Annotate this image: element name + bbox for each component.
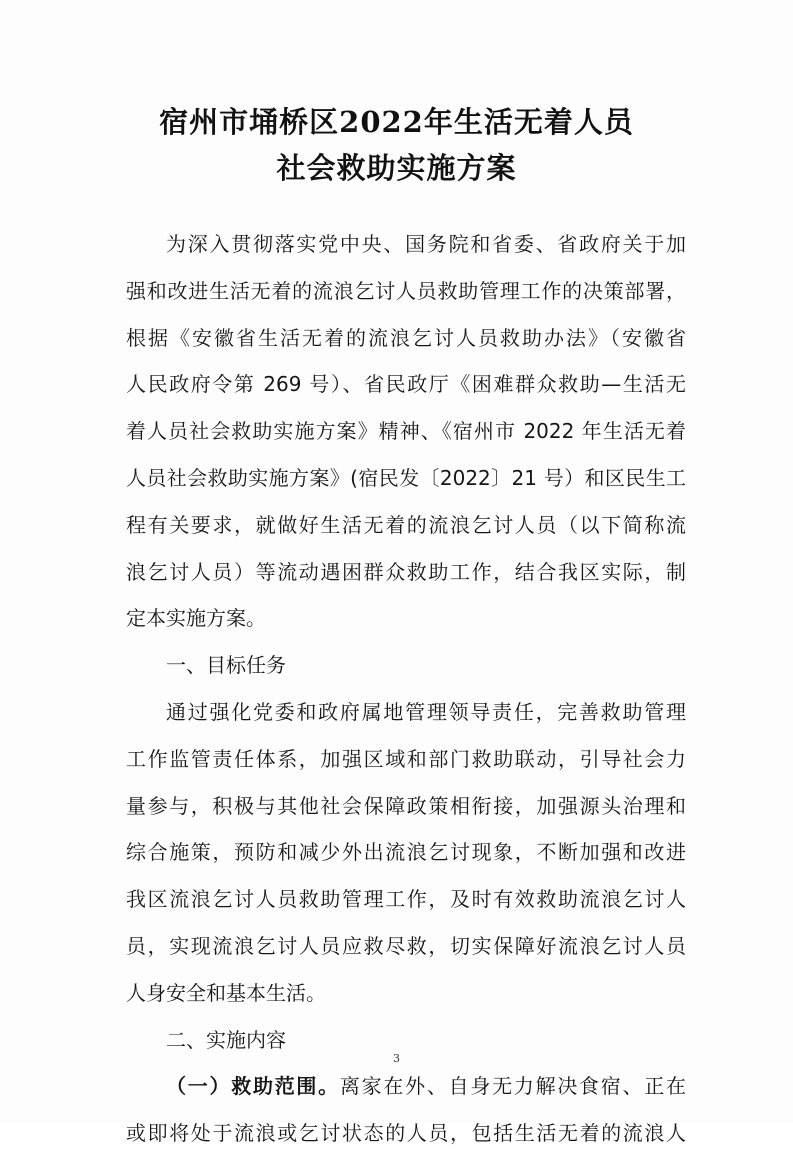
- goals-line: 综合施策，预防和减少外出流浪乞讨现象，不断加强和改进: [126, 840, 686, 865]
- subsection-scope-line: [126, 1063, 686, 1110]
- page-number: 3: [393, 1052, 400, 1065]
- intro-line: 程有关要求，就做好生活无着的流浪乞讨人员（以下简称流: [126, 512, 686, 537]
- document-body: [126, 221, 686, 1157]
- section-heading-goals: 一、目标任务: [166, 653, 286, 678]
- goals-line: 员，实现流浪乞讨人员应救尽救，切实保障好流浪乞讨人员: [126, 933, 686, 958]
- intro-line: 着人员社会救助实施方案》精神、《宿州市 2022 年生活无着: [126, 419, 686, 444]
- intro-line: 浪乞讨人员）等流动遇困群众救助工作，结合我区实际，制: [126, 559, 686, 584]
- goals-line: 通过强化党委和政府属地管理领导责任，完善救助管理: [166, 699, 686, 724]
- intro-line: 为深入贯彻落实党中央、国务院和省委、省政府关于加: [166, 232, 686, 256]
- intro-line: 定本实施方案。: [126, 606, 266, 631]
- section-heading-content: 二、实施内容: [166, 1027, 286, 1052]
- intro-line: 人员社会救助实施方案》(宿民发〔2022〕21 号）和区民生工: [126, 465, 686, 490]
- goals-line: 我区流浪乞讨人员救助管理工作，及时有效救助流浪乞讨人: [126, 887, 686, 912]
- subsection-scope-label: （一）救助范围。: [166, 1074, 340, 1099]
- intro-line: 根据《安徽省生活无着的流浪乞讨人员救助办法》（安徽省: [126, 325, 686, 350]
- goals-line: 人身安全和基本生活。: [126, 980, 326, 1005]
- goals-line: 工作监管责任体系，加强区域和部门救助联动，引导社会力: [126, 746, 686, 771]
- document-title-line-2: 社会救助实施方案: [276, 151, 517, 185]
- subsection-scope-text: 离家在外、自身无力解决食宿、正在: [339, 1074, 687, 1099]
- intro-line: 强和改进生活无着的流浪乞讨人员救助管理工作的决策部署，: [126, 278, 686, 303]
- intro-line: 人民政府令第 269 号）、省民政厅《困难群众救助—生活无: [126, 372, 686, 397]
- document-title-line-1: 宿州市埇桥区2022年生活无着人员: [159, 105, 634, 139]
- subsection-scope-line: 或即将处于流浪或乞讨状态的人员，包括生活无着的流浪人: [126, 1121, 686, 1146]
- goals-line: 量参与，积极与其他社会保障政策相衔接，加强源头治理和: [126, 793, 686, 818]
